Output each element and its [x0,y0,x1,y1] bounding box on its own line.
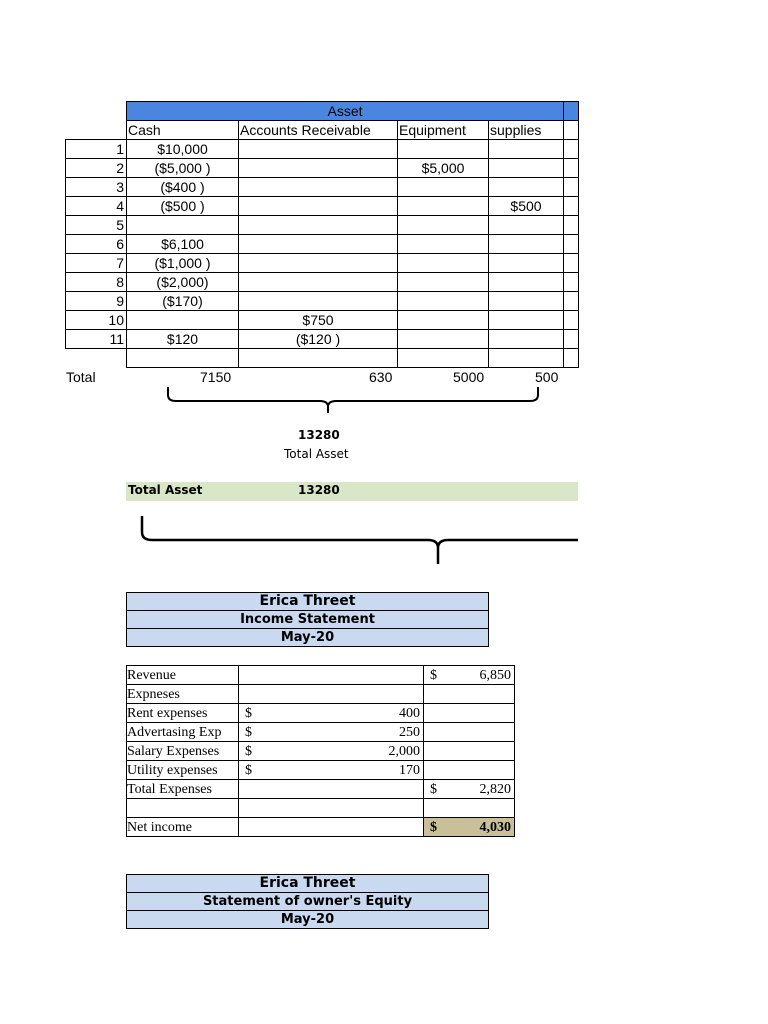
accounts-receivable-cell [239,292,398,311]
table-row [66,197,579,216]
dollar-sign [424,742,442,761]
income-row [127,761,515,780]
cash-cell: ($2,000) [127,273,239,292]
row-number: 1 [66,140,127,159]
supplies-cell [489,292,564,311]
table-row [66,330,579,349]
cash-cell: ($170) [127,292,239,311]
equipment-cell [398,292,489,311]
owners-equity-title: Statement of owner's Equity [126,892,489,911]
extra-cell [564,254,579,273]
income-row [127,799,515,818]
total-asset-bar-label: Total Asset [128,483,203,497]
cash-cell: ($5,000 ) [127,159,239,178]
income-statement [126,665,515,837]
income-row [127,818,515,837]
table-row [66,235,579,254]
totals-label: Total [66,369,96,385]
row-number: 8 [66,273,127,292]
dollar-sign: $ [424,818,442,837]
total-amount: 6,850 [442,666,515,685]
income-label: Revenue [127,666,239,685]
dollar-sign [239,685,265,704]
income-label: Rent expenses [127,704,239,723]
income-row [127,704,515,723]
brace-icon [160,385,550,415]
cash-cell: ($400 ) [127,178,239,197]
expense-amount [265,799,424,818]
accounts-receivable-cell [239,235,398,254]
accounts-receivable-cell [239,254,398,273]
equipment-cell [398,254,489,273]
asset-table [65,101,579,368]
table-row [66,273,579,292]
owners-equity-period: May-20 [126,910,489,929]
extra-cell [564,235,579,254]
cash-cell: ($500 ) [127,197,239,216]
accounts-receivable-cell [239,216,398,235]
expense-amount: 250 [265,723,424,742]
dollar-sign: $ [239,704,265,723]
dollar-sign [424,723,442,742]
accounts-receivable-cell [239,178,398,197]
total-asset-caption: Total Asset [284,447,349,461]
extra-cell [564,292,579,311]
extra-cell [564,140,579,159]
column-header-cash: Cash [127,121,239,140]
total-asset-value: 13280 [298,428,340,442]
asset-column-header-row [66,121,579,140]
equipment-cell [398,235,489,254]
expense-amount [265,780,424,799]
supplies-cell [489,216,564,235]
dollar-sign [239,799,265,818]
accounts-receivable-cell: ($120 ) [239,330,398,349]
empty-cell [489,349,564,368]
asset-group-header: Asset [127,102,564,121]
income-row [127,685,515,704]
expense-amount: 170 [265,761,424,780]
column-header-accounts-receivable: Accounts Receivable [239,121,398,140]
equipment-cell: $5,000 [398,159,489,178]
income-statement-table [126,665,515,837]
extra-cell [564,216,579,235]
row-number: 9 [66,292,127,311]
row-number: 6 [66,235,127,254]
row-number: 10 [66,311,127,330]
dollar-sign [424,761,442,780]
income-row [127,666,515,685]
blank-cell [66,349,127,368]
extra-cell [564,159,579,178]
equipment-cell [398,140,489,159]
income-label: Net income [127,818,239,837]
supplies-cell [489,330,564,349]
income-label: Utility expenses [127,761,239,780]
total-accounts-receivable: 630 [369,369,393,385]
dollar-sign: $ [239,723,265,742]
row-number: 3 [66,178,127,197]
supplies-cell [489,159,564,178]
dollar-sign [239,818,265,837]
income-row [127,742,515,761]
asset-group-header-row [66,102,579,121]
table-row [66,178,579,197]
total-amount: 4,030 [442,818,515,837]
extra-cell [564,330,579,349]
income-label: Expneses [127,685,239,704]
row-number: 7 [66,254,127,273]
table-row [66,254,579,273]
cash-cell: $6,100 [127,235,239,254]
total-cash: 7150 [200,369,232,385]
equipment-cell [398,330,489,349]
empty-cell [398,349,489,368]
total-amount [442,799,515,818]
total-amount: 2,820 [442,780,515,799]
income-row [127,723,515,742]
equipment-cell [398,273,489,292]
total-amount [442,742,515,761]
cash-cell: ($1,000 ) [127,254,239,273]
extra-cell [564,197,579,216]
large-brace-icon [138,514,578,566]
table-row [66,159,579,178]
extra-cell [564,178,579,197]
cash-cell: $10,000 [127,140,239,159]
total-amount [442,723,515,742]
equipment-cell [398,178,489,197]
income-label [127,799,239,818]
column-header-supplies: supplies [489,121,564,140]
owners-equity-company: Erica Threet [126,874,489,893]
dollar-sign [239,780,265,799]
income-label: Total Expenses [127,780,239,799]
income-statement-title: Income Statement [126,610,489,629]
dollar-sign: $ [424,666,442,685]
total-equipment: 5000 [453,369,485,385]
income-statement-period: May-20 [126,628,489,647]
accounts-receivable-cell: $750 [239,311,398,330]
extra-cell [564,311,579,330]
income-statement-company: Erica Threet [126,592,489,611]
supplies-cell [489,140,564,159]
supplies-cell [489,178,564,197]
dollar-sign: $ [424,780,442,799]
accounts-receivable-cell [239,140,398,159]
income-label: Salary Expenses [127,742,239,761]
dollar-sign: $ [239,742,265,761]
empty-cell [127,349,239,368]
dollar-sign [424,799,442,818]
row-number: 5 [66,216,127,235]
dollar-sign [239,666,265,685]
accounts-receivable-cell [239,197,398,216]
supplies-cell [489,311,564,330]
empty-cell [239,349,398,368]
supplies-cell [489,273,564,292]
dollar-sign [424,704,442,723]
equipment-cell [398,311,489,330]
total-supplies: 500 [535,369,559,385]
row-number: 11 [66,330,127,349]
total-amount [442,685,515,704]
table-row [66,140,579,159]
accounts-receivable-cell [239,159,398,178]
cash-cell [127,311,239,330]
expense-amount: 400 [265,704,424,723]
supplies-cell: $500 [489,197,564,216]
expense-amount [265,666,424,685]
extra-cell [564,273,579,292]
total-amount [442,761,515,780]
expense-amount: 2,000 [265,742,424,761]
table-row [66,311,579,330]
expense-amount [265,685,424,704]
dollar-sign [424,685,442,704]
income-label: Advertasing Exp [127,723,239,742]
cash-cell [127,216,239,235]
supplies-cell [489,235,564,254]
total-asset-bar-value: 13280 [298,483,340,497]
table-row [66,349,579,368]
accounts-receivable-cell [239,273,398,292]
equipment-cell [398,197,489,216]
column-header-equipment: Equipment [398,121,489,140]
asset-ledger [65,101,579,368]
equipment-cell [398,216,489,235]
supplies-cell [489,254,564,273]
row-number: 4 [66,197,127,216]
total-asset-bar [126,482,578,501]
empty-cell [564,349,579,368]
total-amount [442,704,515,723]
row-number: 2 [66,159,127,178]
table-row [66,292,579,311]
table-row [66,216,579,235]
income-row [127,780,515,799]
cash-cell: $120 [127,330,239,349]
expense-amount [265,818,424,837]
dollar-sign: $ [239,761,265,780]
